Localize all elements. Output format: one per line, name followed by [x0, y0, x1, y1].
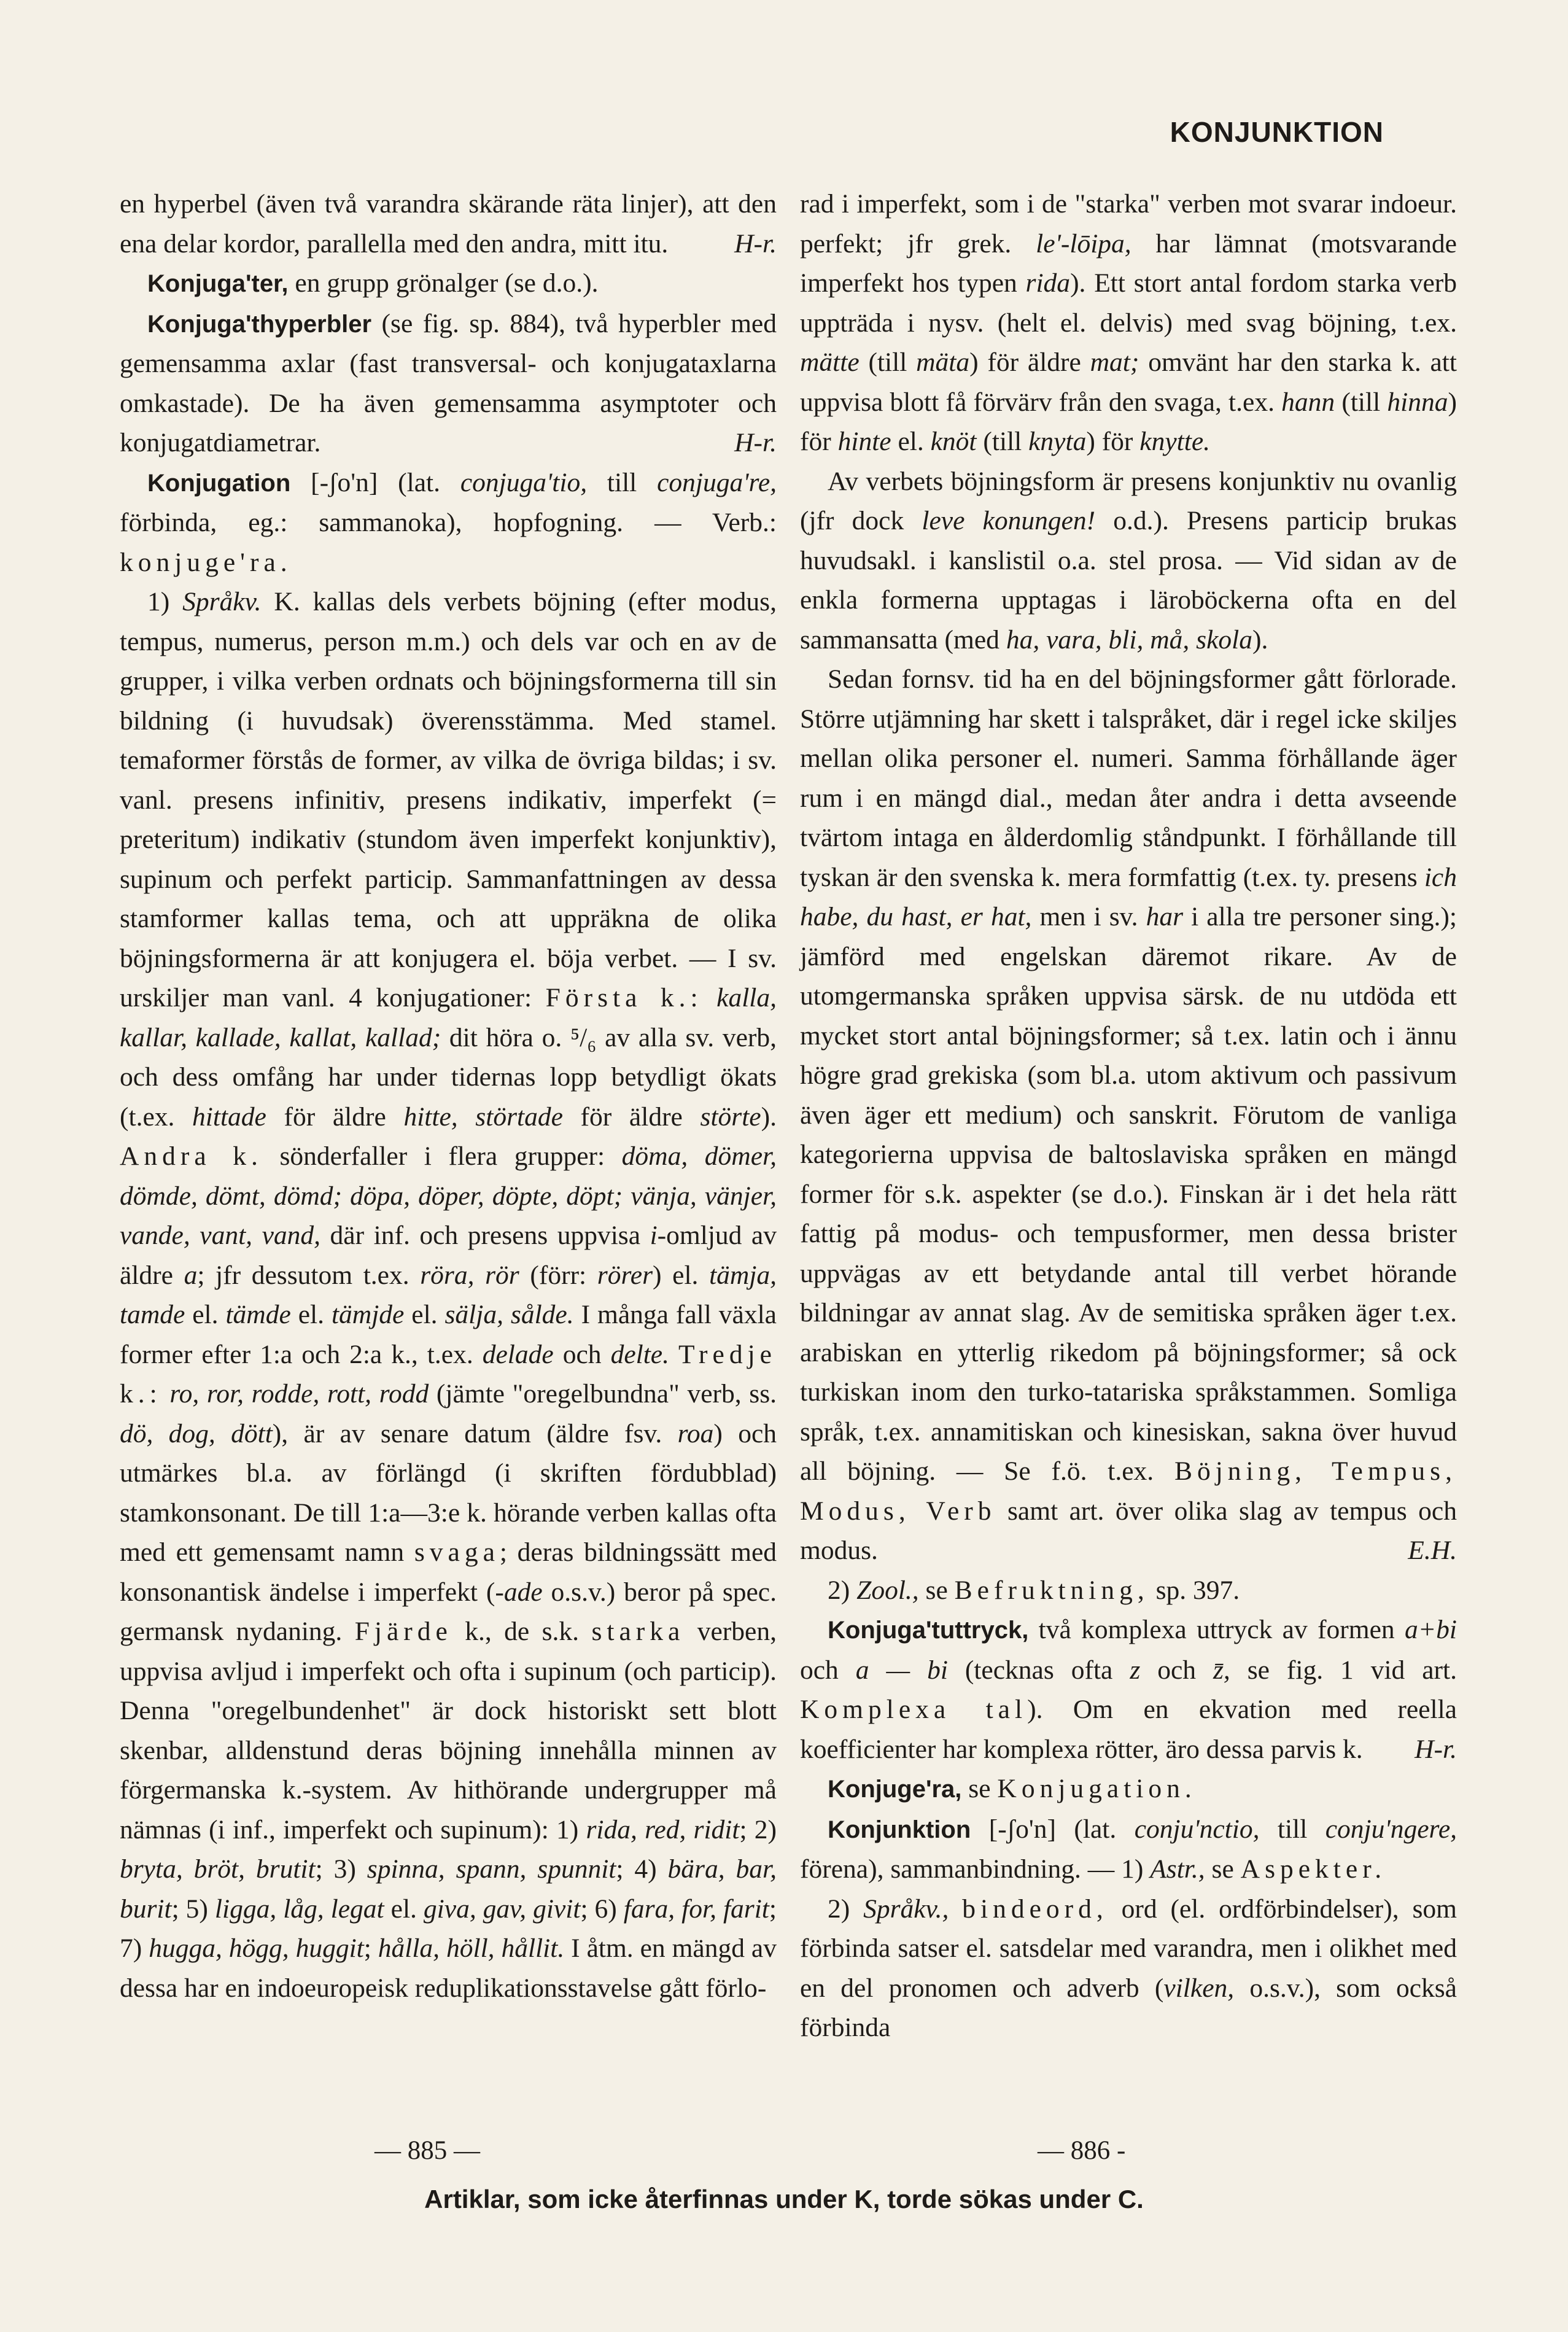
headword: Konjuga'tuttryck,	[828, 1617, 1029, 1644]
headword: Konjuge'ra,	[828, 1776, 962, 1803]
headword: Konjugation	[147, 469, 291, 497]
paragraph-fornsv: Sedan fornsv. tid ha en del böjningsformer gått förlorade. Större utjämning har skett i talspråket, där i regel icke skiljes mellan olika personer el. numeri. Samma förhållande äger rum i en mängd dial., medan åter andra i detta avseende tvärtom intaga en ålderdomlig ståndpunkt. I förhållande till tyskan är den svenska k. mera formfattig (t.ex. ty. presens ich habe, du hast, er hat, men i sv. har i alla tre personer sing.); jämförd med engelskan däremot rikare. Av de utomgermanska språken uppvisa särsk. de nu utdöda ett mycket stort antal böjningsformer; så t.ex. latin och i ännu högre grad grekiska (som bl.a. utom aktivum och passivum även äger ett medium) och sanskrit. Förutom de vanliga kategorierna uppvisa de baltoslaviska språken en mängd former för s.k. aspekter (se d.o.). Finskan är i det hela rätt fattig på modus- och tempusformer, men dessa brister uppvägas av ett betydande antal till verbet hörande bildningar av annat slag. Av de semitiska språken äger t.ex. arabiskan en ytterlig rikedom på böjningsformer; så ock turkiskan inom den turko-tatariska språkstammen. Somliga språk, t.ex. annamitiskan och kinesiskan, sakna över huvud all böjning. — Se f.ö. t.ex. Böjning, Tempus, Modus, Verb samt art. över olika slag av tempus och modus. E.H.	[800, 659, 1457, 1571]
entry-konjugation-sense-1: 1) Språkv. K. kallas dels verbets böjning (efter modus, tempus, numerus, person m.m.) och dels var och en av de grupper, i vilka verben ordnats och böjningsformerna till sin bildning (i huvudsak) överensstämma. Med stamel. temaformer förstås de former, av vilka de övriga bildas; i sv. vanl. presens infinitiv, presens indikativ, imperfekt (= preteritum) indikativ (stundom även imperfekt konjunktiv), supinum och perfekt particip. Sammanfattningen av dessa stamformer kallas tema, och att uppräkna de olika böjningsformerna är att konjugera el. böja verbet. — I sv. urskiljer man vanl. 4 konjugationer: Första k.: kalla, kallar, kallade, kallat, kallad; dit höra o. ⁵/₆ av alla sv. verb, och dess omfång har under tidernas lopp betydligt ökats (t.ex. hittade för äldre hitte, störtade för äldre störte). Andra k. sönderfaller i flera grupper: döma, dömer, dömde, dömt, dömd; döpa, döper, döpte, döpt; vänja, vänjer, vande, vant, vand, där inf. och presens uppvisa i-omljud av äldre a; jfr dessutom t.ex. röra, rör (förr: rörer) el. tämja, tamde el. tämde el. tämjde el. sälja, sålde. I många fall växla former efter 1:a och 2:a k., t.ex. delade och delte. Tredje k.: ro, ror, rodde, rott, rodd (jämte "oregelbundna" verb, ss. dö, dog, dött), är av senare datum (äldre fsv. roa) och utmärkes bl.a. av förlängd (i skriften fördubblad) stamkonsonant. De till 1:a—3:e k. hörande verben kallas ofta med ett gemensamt namn svaga; deras bildningssätt med konsonantisk ändelse i imperfekt (-ade o.s.v.) beror på spec. germansk nydaning. Fjärde k., de s.k. starka verben, uppvisa avljud i imperfekt och ofta i supinum (och particip). Denna "oregelbundenhet" är dock historiskt sett blott skenbar, alldenstund deras böjning innehålla minnen av förgermanska k.-system. Av hithörande undergrupper må nämnas (i inf., imperfekt och supinum): 1) rida, red, ridit; 2) bryta, bröt, brutit; 3) spinna, spann, spunnit; 4) bära, bar, burit; 5) ligga, låg, legat el. giva, gav, givit; 6) fara, for, farit; 7) hugga, högg, huggit; hålla, höll, hållit. I åtm. en mängd av dessa har en indoeuropeisk reduplikationsstavelse gått förlo-	[120, 587, 777, 2003]
entry-konjugater: Konjuga'ter, en grupp grönalger (se d.o.).	[147, 268, 599, 298]
entry-konjugation-continued: rad i imperfekt, som i de "starka" verben mot svarar indoeur. perfekt; jfr grek. le'-lōipa, har lämnat (motsvarande imperfekt hos typen rida). Ett stort antal fordom starka verb uppträda i nysv. (helt el. delvis) med svag böjning, t.ex. mätte (till mäta) för äldre mat; omvänt har den starka k. att uppvisa blott få förvärv från den svaga, t.ex. hann (till hinna) för hinte el. knöt (till knyta) för knytte.	[800, 189, 1457, 456]
entry-konjugatuttryck: Konjuga'tuttryck, två komplexa uttryck av formen a+bi och a — bi (tecknas ofta z och z̄, se fig. 1 vid art. Komplexa tal). Om en ekvation med reella koefficienter har komplexa rötter, äro dessa parvis k. H-r.	[800, 1610, 1457, 1769]
author-signature: E.H.	[1408, 1536, 1457, 1565]
entry-konjunktion: Konjunktion [-ʃo'n] (lat. conju'nctio, till conju'ngere, förena), sammanbindning. — 1) Astr., se Aspekter.	[800, 1814, 1457, 1884]
entry-konjugation-sense-2: 2) Zool., se Befruktning, sp. 397.	[828, 1575, 1240, 1605]
page-number-right: — 886 -	[1038, 2136, 1126, 2165]
author-signature: H-r.	[734, 428, 777, 457]
entry-hyperbel-continued: en hyperbel (även två varandra skärande räta linjer), att den ena delar kordor, parallella med den andra, mitt itu. H-r.	[120, 184, 777, 263]
paragraph-presens-konjunktiv: Av verbets böjningsform är presens konjunktiv nu ovanlig (jfr dock leve konungen! o.d.). Presens particip brukas huvudsakl. i kanslistil o.a. stel prosa. — Vid sidan av de enkla formerna upptagas i läroböckerna ofta en del sammansatta (med ha, vara, bli, må, skola).	[800, 466, 1457, 655]
author-signature: H-r.	[1415, 1734, 1457, 1764]
headword: Konjunktion	[828, 1816, 971, 1843]
left-column	[120, 184, 777, 2008]
footer-note: Artiklar, som icke återfinnas under K, torde sökas under C.	[424, 2185, 1144, 2213]
page-number-left: — 885 —	[375, 2136, 480, 2165]
entry-konjunktion-sense-2: 2) Språkv., bindeord, ord (el. ordförbindelser), som förbinda satser el. satsdelar med varandra, men i olikhet med en del pronomen och adverb (vilken, o.s.v.), som också förbinda	[800, 1894, 1457, 2042]
author-signature: H-r.	[734, 228, 777, 258]
headword: Konjuga'ter,	[147, 270, 289, 297]
right-column	[800, 184, 1457, 2048]
running-head: KONJUNKTION	[1170, 116, 1384, 148]
entry-konjugera: Konjuge'ra, se Konjugation.	[828, 1774, 1197, 1803]
entry-konjugation: Konjugation [-ʃo'n] (lat. conjuga'tio, till conjuga're, förbinda, eg.: sammanoka), hopfogning. — Verb.: konjuge'ra.	[120, 467, 777, 577]
entry-konjugathyperbler: Konjuga'thyperbler (se fig. sp. 884), två hyperbler med gemensamma axlar (fast transversal- och konjugataxlarna omkastade). De ha även gemensamma asymptoter och konjugatdiametrar. H-r.	[120, 304, 777, 463]
headword: Konjuga'thyperbler	[147, 310, 372, 338]
